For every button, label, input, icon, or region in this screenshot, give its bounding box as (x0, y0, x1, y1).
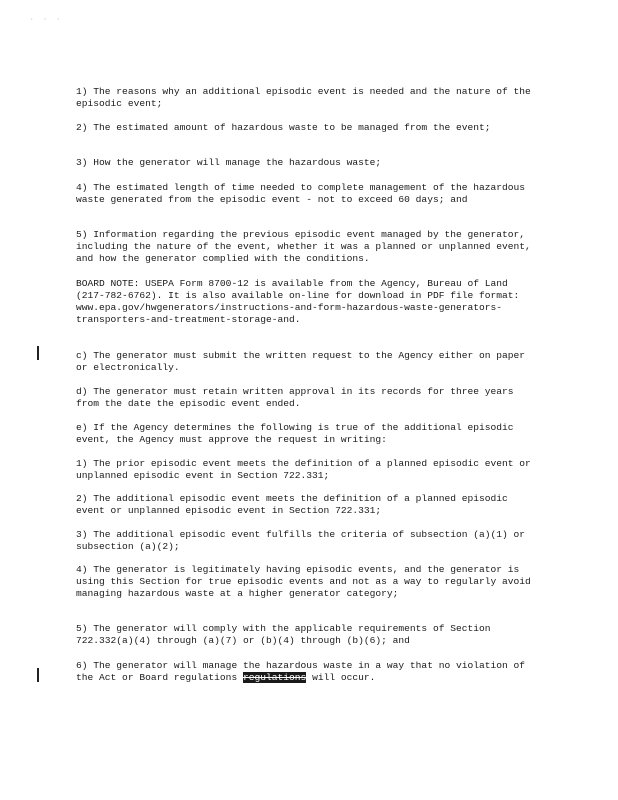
subsection-c: c) The generator must submit the written request to the Agency either on paper or electronically. (76, 350, 526, 373)
item-e6-no-violation (76, 660, 536, 684)
board-note: BOARD NOTE: USEPA Form 8700-12 is available from the Agency, Bureau of Land (217-782-6762). It is also available on-line for download in PDF file format: www.epa.gov/hwgenerators/instructions-and-form-hazardous-waste-generators-transporters-and-treatment-storage-and. (76, 278, 520, 325)
item-5-previous-event: 5) Information regarding the previous episodic event managed by the generator, including the nature of the event, whether it was a planned or unplanned event, and how the generator complied with the conditions. (76, 229, 531, 264)
item-1-reasons: 1) The reasons why an additional episodic event is needed and the nature of the episodic event; (76, 86, 531, 109)
item-e5-comply: 5) The generator will comply with the applicable requirements of Section 722.332(a)(4) through (a)(7) or (b)(4) through (b)(6); and (76, 623, 491, 646)
item-2-estimated-amount: 2) The estimated amount of hazardous waste to be managed from the event; (76, 122, 491, 133)
item-e6-tail: will occur. (306, 672, 376, 683)
item-e6-text: 6) The generator will manage the hazardous waste in a way that no violation of the Act or Board regulations (76, 660, 526, 683)
revision-bar (37, 668, 39, 682)
revision-bar (37, 346, 39, 360)
subsection-d: d) The generator must retain written approval in its records for three years from the date the episodic event ended. (76, 386, 514, 409)
item-e4-legitimate: 4) The generator is legitimately having episodic events, and the generator is using this Section for true episodic events and not as a way to regularly avoid managing hazardous waste at a higher generator category; (76, 564, 531, 599)
item-4-length-of-time: 4) The estimated length of time needed to complete management of the hazardous waste generated from the episodic event - not to exceed 60 days; and (76, 182, 526, 205)
scan-corner-mark: · · · (30, 16, 64, 23)
struck-word: regulations (242, 672, 307, 683)
item-e1-prior-event: 1) The prior episodic event meets the definition of a planned episodic event or unplanned episodic event in Section 722.331; (76, 458, 531, 481)
subsection-e: e) If the Agency determines the following is true of the additional episodic event, the Agency must approve the request in writing: (76, 422, 514, 445)
item-e2-additional-event: 2) The additional episodic event meets the definition of a planned episodic event or unplanned episodic event in Section 722.331; (76, 493, 508, 516)
item-e3-criteria: 3) The additional episodic event fulfills the criteria of subsection (a)(1) or subsection (a)(2); (76, 529, 526, 552)
item-3-management: 3) How the generator will manage the hazardous waste; (76, 157, 382, 168)
